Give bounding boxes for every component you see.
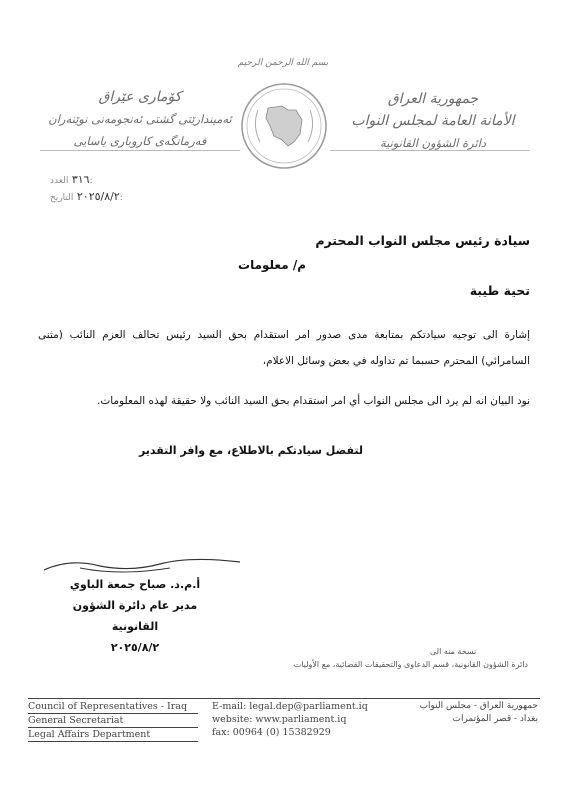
parliament-emblem	[238, 80, 330, 172]
footer-contact	[212, 700, 372, 739]
signatory-title: مدير عام دائرة الشؤون القانونية	[72, 599, 198, 633]
addressee: سيادة رئيس مجلس النواب المحترم	[315, 233, 530, 248]
subject: م/ معلومات	[238, 258, 306, 272]
header-ku-line-2: ئەمیندارێتی گشتی ئەنجومەنی نوێنەران	[48, 112, 232, 126]
copies-text: دائرة الشؤون القانونية، قسم الدعاوى والتحقيقات القضائية، مع الأوليات	[293, 660, 528, 669]
header-ar-line-3: دائرة الشؤون القانونية	[379, 136, 487, 150]
footer-ar-line-1: جمهورية العراق - مجلس النواب	[419, 701, 538, 711]
footer-ar-line-2: بغداد - قصر المؤتمرات	[452, 714, 538, 724]
footer-fax: fax: 00964 (0) 15382929	[212, 727, 331, 738]
copies-heading: نسخة منه الى	[430, 647, 477, 656]
footer-en-line-3: Legal Affairs Department	[28, 728, 198, 742]
header-ar-line-1: جمهورية العراق	[387, 91, 479, 107]
closing: لتفضل سيادتكم بالاطلاع، مع وافر التقدير	[138, 444, 363, 457]
reference-number-label: العدد:	[50, 176, 93, 186]
header-arabic	[338, 88, 528, 154]
signatory-name: أ.م.د. صباح جمعة الباوي	[69, 578, 201, 591]
footer-email: E-mail: legal.dep@parliament.iq	[212, 701, 368, 712]
signature-block	[65, 574, 205, 658]
reference-number: ٣١٦	[71, 173, 90, 186]
signature-date: ٢٠٢٥/٨/٢	[110, 641, 160, 654]
header-kurdish	[40, 86, 240, 152]
header-ku-line-1: کۆماری عێراق	[98, 89, 182, 105]
paragraph-1: إشارة الى توجيه سيادتكم بمتابعة مدى صدور امر استقدام بحق السيد رئيس تحالف العزم النائب (مثنى السامرائي) المحترم حسبما تم تداوله في بعض وسائل الاعلام،	[38, 329, 530, 367]
header-divider-right	[330, 150, 530, 151]
footer-arabic	[388, 700, 538, 726]
header-ar-line-2: الأمانة العامة لمجلس النواب	[351, 113, 515, 129]
reference-date: ٢٠٢٥/٨/٢	[76, 190, 120, 203]
paragraph-2: نود البيان انه لم يرد الى مجلس النواب أي امر استقدام بحق السيد النائب ولا حقيقة لهذه المعلومات.	[97, 395, 530, 407]
header-divider-left	[40, 150, 240, 151]
reference-date-label: التاريخ:	[50, 193, 123, 203]
footer-website: website: www.parliament.iq	[212, 714, 347, 725]
footer-english	[28, 700, 198, 742]
footer-divider	[28, 698, 540, 699]
header-ku-line-3: فەرمانگەی کاروباری یاسایی	[73, 134, 207, 148]
footer-en-line-1: Council of Representatives - Iraq	[28, 700, 198, 714]
reference-block	[50, 172, 131, 206]
basmala: بسم الله الرحمن الرحيم	[237, 58, 329, 68]
greeting: تحية طيبة	[469, 283, 530, 298]
footer-en-line-2: General Secretariat	[28, 714, 198, 728]
